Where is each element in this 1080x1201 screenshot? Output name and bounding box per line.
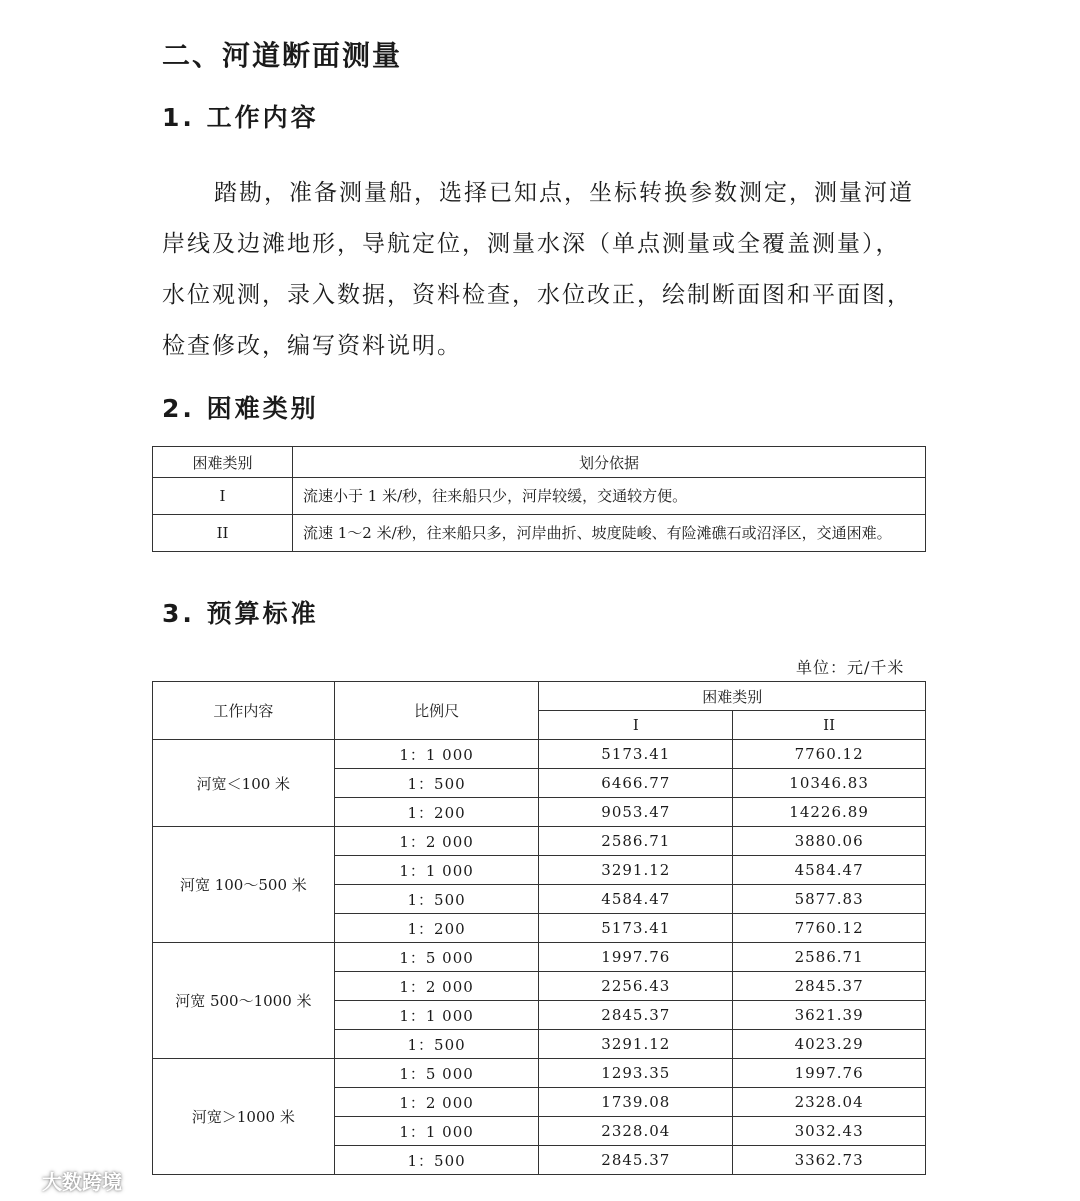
- cost-cat1-cell: 2586.71: [539, 827, 733, 856]
- difficulty-level: I: [153, 478, 293, 515]
- header-difficulty: 困难类别: [539, 682, 926, 711]
- table-row: [153, 740, 926, 769]
- header-cat2: II: [733, 711, 926, 740]
- cost-cat2-cell: 7760.12: [733, 740, 926, 769]
- river-width-group: 河宽 100～500 米: [153, 827, 335, 943]
- section-title: 二、河道断面测量: [162, 39, 403, 72]
- difficulty-heading: 2. 困难类别: [162, 394, 319, 423]
- cost-cat1-cell: 2845.37: [539, 1146, 733, 1175]
- work-content-paragraph: 踏勘，准备测量船，选择已知点，坐标转换参数测定，测量河道岸线及边滩地形，导航定位，测量水深（单点测量或全覆盖测量），水位观测，录入数据，资料检查，水位改正，绘制断面图和平面图，检查修改，编写资料说明。: [162, 180, 914, 359]
- difficulty-desc: 流速小于 1 米/秒，往来船只少，河岸较缓，交通较方便。: [293, 478, 926, 515]
- scale-cell: 1：5 000: [334, 943, 539, 972]
- cost-cat1-cell: 3291.12: [539, 1030, 733, 1059]
- scale-cell: 1：500: [334, 1146, 539, 1175]
- cost-cat1-cell: 4584.47: [539, 885, 733, 914]
- budget-header-row: [153, 682, 926, 711]
- cost-cat2-cell: 7760.12: [733, 914, 926, 943]
- river-width-group: 河宽＜100 米: [153, 740, 335, 827]
- scale-cell: 1：500: [334, 1030, 539, 1059]
- scale-cell: 1：500: [334, 769, 539, 798]
- cost-cat2-cell: 4584.47: [733, 856, 926, 885]
- header-cat1: I: [539, 711, 733, 740]
- cost-cat2-cell: 4023.29: [733, 1030, 926, 1059]
- unit-label: 单位：元/千米: [796, 658, 905, 677]
- header-basis: 划分依据: [293, 447, 926, 478]
- scale-cell: 1：200: [334, 798, 539, 827]
- watermark-text: 大数跨境: [42, 1170, 122, 1194]
- cost-cat1-cell: 9053.47: [539, 798, 733, 827]
- table-row: [153, 478, 926, 515]
- scale-cell: 1：500: [334, 885, 539, 914]
- cost-cat2-cell: 14226.89: [733, 798, 926, 827]
- cost-cat2-cell: 10346.83: [733, 769, 926, 798]
- watermark: [6, 1166, 122, 1195]
- scale-cell: 1：5 000: [334, 1059, 539, 1088]
- difficulty-table-header: [153, 447, 926, 478]
- work-content-heading: 1. 工作内容: [162, 103, 319, 132]
- cost-cat2-cell: 3362.73: [733, 1146, 926, 1175]
- scale-cell: 1：1 000: [334, 740, 539, 769]
- header-work: 工作内容: [153, 682, 335, 740]
- cost-cat2-cell: 2586.71: [733, 943, 926, 972]
- scale-cell: 1：200: [334, 914, 539, 943]
- scale-cell: 1：2 000: [334, 1088, 539, 1117]
- cost-cat1-cell: 5173.41: [539, 914, 733, 943]
- cost-cat2-cell: 5877.83: [733, 885, 926, 914]
- river-width-group: 河宽 500～1000 米: [153, 943, 335, 1059]
- cost-cat2-cell: 2845.37: [733, 972, 926, 1001]
- table-row: [153, 827, 926, 856]
- cost-cat2-cell: 3032.43: [733, 1117, 926, 1146]
- cost-cat2-cell: 3621.39: [733, 1001, 926, 1030]
- cost-cat1-cell: 2256.43: [539, 972, 733, 1001]
- scale-cell: 1：1 000: [334, 856, 539, 885]
- scale-cell: 1：2 000: [334, 827, 539, 856]
- header-difficulty: 困难类别: [153, 447, 293, 478]
- cost-cat2-cell: 1997.76: [733, 1059, 926, 1088]
- brand-logo-icon: [6, 1169, 38, 1193]
- budget-heading: 3. 预算标准: [162, 599, 319, 628]
- budget-table: [152, 681, 926, 1175]
- difficulty-table: [152, 446, 926, 552]
- cost-cat1-cell: 5173.41: [539, 740, 733, 769]
- cost-cat2-cell: 2328.04: [733, 1088, 926, 1117]
- cost-cat1-cell: 1293.35: [539, 1059, 733, 1088]
- cost-cat2-cell: 3880.06: [733, 827, 926, 856]
- cost-cat1-cell: 1997.76: [539, 943, 733, 972]
- river-width-group: 河宽＞1000 米: [153, 1059, 335, 1175]
- table-row: [153, 515, 926, 552]
- scale-cell: 1：2 000: [334, 972, 539, 1001]
- scale-cell: 1：1 000: [334, 1117, 539, 1146]
- cost-cat1-cell: 2845.37: [539, 1001, 733, 1030]
- cost-cat1-cell: 6466.77: [539, 769, 733, 798]
- cost-cat1-cell: 3291.12: [539, 856, 733, 885]
- difficulty-level: II: [153, 515, 293, 552]
- table-row: [153, 1059, 926, 1088]
- cost-cat1-cell: 2328.04: [539, 1117, 733, 1146]
- difficulty-desc: 流速 1～2 米/秒，往来船只多，河岸曲折、坡度陡峻、有险滩礁石或沼泽区，交通困难。: [293, 515, 926, 552]
- cost-cat1-cell: 1739.08: [539, 1088, 733, 1117]
- table-row: [153, 943, 926, 972]
- header-scale: 比例尺: [334, 682, 539, 740]
- scale-cell: 1：1 000: [334, 1001, 539, 1030]
